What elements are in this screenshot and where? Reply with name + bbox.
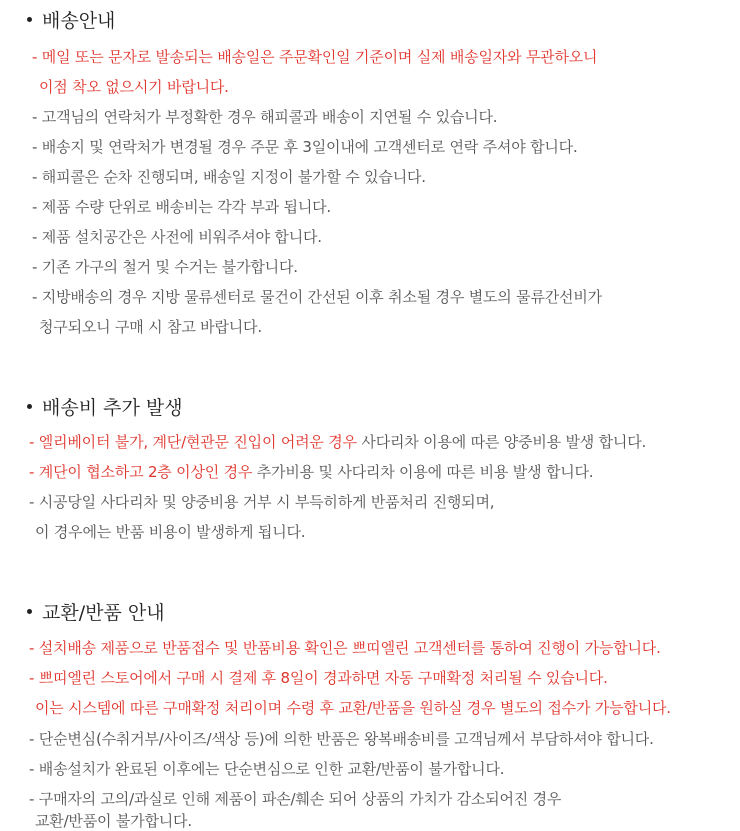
notice-line: 이는 시스템에 따른 구매확정 처리이며 수령 후 교환/반품을 원하실 경우 별도의 접수가 가능합니다. — [35, 699, 671, 717]
notice-text: 이 경우에는 반품 비용이 발생하게 됩니다. — [35, 523, 306, 541]
notice-line — [29, 491, 494, 512]
bullet-icon — [27, 404, 32, 409]
notice-highlight: - 계단이 협소하고 2층 이상인 경우 — [29, 463, 253, 481]
notice-line: - 쁘띠엘린 스토어에서 구매 시 결제 후 8일이 경과하면 자동 구매확정 처리될 수 있습니다. — [29, 669, 608, 687]
notice-line: - 지방배송의 경우 지방 물류센터로 물건이 간선된 이후 취소될 경우 별도의 물류간선비가 — [32, 288, 602, 306]
notice-line: - 배송설치가 완료된 이후에는 단순변심으로 인한 교환/반품이 불가합니다. — [29, 760, 505, 778]
notice-line: - 메일 또는 문자로 발송되는 배송일은 주문확인일 기준이며 실제 배송일자와 무관하오니 — [32, 48, 598, 66]
notice-line: - 설치배송 제품으로 반품접수 및 반품비용 확인은 쁘띠엘린 고객센터를 통하여 진행이 가능합니다. — [29, 639, 661, 657]
notice-line — [29, 431, 646, 452]
notice-line: 교환/반품이 불가합니다. — [35, 812, 192, 830]
notice-text: 추가비용 및 사다리차 이용에 따른 비용 발생 합니다. — [252, 463, 594, 481]
section-title: 배송비 추가 발생 — [42, 397, 183, 419]
bullet-icon — [27, 609, 32, 614]
bullet-icon — [27, 17, 32, 22]
notice-line: - 제품 설치공간은 사전에 비워주셔야 합니다. — [32, 228, 322, 246]
section-heading — [27, 6, 115, 33]
notice-line: - 구매자의 고의/과실로 인해 제품이 파손/훼손 되어 상품의 가치가 감소되어진 경우 — [29, 790, 562, 808]
notice-text: - 시공당일 사다리차 및 양중비용 거부 시 부득히하게 반품처리 진행되며, — [29, 493, 495, 511]
notice-line: - 해피콜은 순차 진행되며, 배송일 지정이 불가할 수 있습니다. — [32, 168, 426, 186]
notice-highlight: - 엘리베이터 불가, 계단/현관문 진입이 어려운 경우 — [29, 433, 357, 451]
notice-line: - 제품 수량 단위로 배송비는 각각 부과 됩니다. — [32, 198, 331, 216]
section-heading — [27, 598, 165, 625]
notice-line: - 배송지 및 연락처가 변경될 경우 주문 후 3일이내에 고객센터로 연락 주셔야 합니다. — [32, 138, 578, 156]
notice-line: 이점 착오 없으시기 바랍니다. — [39, 78, 229, 96]
notice-line — [29, 461, 593, 482]
notice-line — [35, 521, 305, 542]
notice-line: - 기존 가구의 철거 및 수거는 불가합니다. — [32, 258, 298, 276]
notice-line: 청구되오니 구매 시 참고 바랍니다. — [39, 318, 262, 336]
notice-line: - 단순변심(수취거부/사이즈/색상 등)에 의한 반품은 왕복배송비를 고객님께서 부담하셔야 합니다. — [29, 730, 654, 748]
section-heading — [27, 393, 183, 420]
notice-text: 사다리차 이용에 따른 양중비용 발생 합니다. — [356, 433, 647, 451]
notice-line: - 고객님의 연락처가 부정확한 경우 해피콜과 배송이 지연될 수 있습니다. — [32, 108, 498, 126]
section-title: 교환/반품 안내 — [42, 602, 165, 624]
section-title: 배송안내 — [42, 10, 116, 32]
